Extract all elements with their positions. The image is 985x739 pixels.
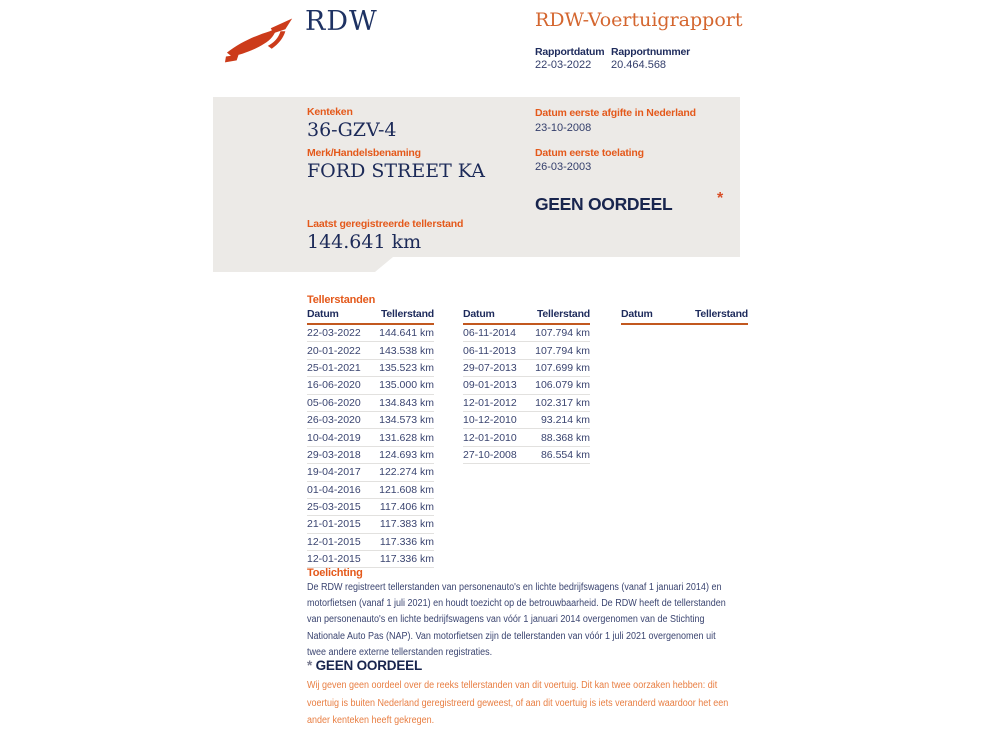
row-tellerstand: 107.794 km (535, 344, 590, 357)
table-row (307, 429, 434, 446)
row-datum: 26-03-2020 (307, 414, 361, 427)
kenteken-label: Kenteken (307, 106, 353, 118)
eerste-afgifte-value: 23-10-2008 (535, 122, 592, 134)
table-row (463, 429, 590, 446)
table-row (307, 377, 434, 394)
rdw-logo-icon (224, 12, 298, 66)
report-date-value: 22-03-2022 (535, 59, 592, 71)
table-header-row (463, 308, 590, 325)
row-datum: 12-01-2015 (307, 553, 361, 566)
table-row (463, 412, 590, 429)
row-tellerstand: 117.336 km (379, 535, 434, 548)
column-header-datum: Datum (621, 308, 653, 320)
eerste-toelating-value: 26-03-2003 (535, 161, 592, 173)
row-datum: 10-12-2010 (463, 414, 517, 427)
laatste-tellerstand-label: Laatst geregistreerde tellerstand (307, 218, 464, 230)
column-header-tellerstand: Tellerstand (380, 308, 434, 320)
row-tellerstand: 121.608 km (379, 483, 434, 496)
laatste-tellerstand-value: 144.641 km (307, 231, 422, 253)
eerste-afgifte-label: Datum eerste afgifte in Nederland (535, 107, 696, 119)
row-tellerstand: 117.336 km (379, 553, 434, 566)
table-row (463, 325, 590, 342)
brand-wordmark: RDW (305, 6, 378, 37)
tellerstanden-column-3 (621, 308, 748, 325)
table-row (307, 342, 434, 359)
table-row (307, 551, 434, 568)
row-datum: 12-01-2015 (307, 535, 361, 548)
report-number-label: Rapportnummer (611, 46, 691, 58)
table-header-row (307, 308, 434, 325)
column-header-datum: Datum (307, 308, 339, 320)
row-datum: 25-01-2021 (307, 361, 361, 374)
table-row (463, 447, 590, 464)
row-tellerstand: 131.628 km (379, 431, 434, 444)
footnote-asterisk-icon: * (307, 658, 313, 673)
report-date-label: Rapportdatum (535, 46, 605, 58)
row-tellerstand: 86.554 km (540, 448, 590, 461)
row-datum: 25-03-2015 (307, 501, 361, 514)
merk-value: FORD STREET KA (307, 160, 485, 182)
row-tellerstand: 124.693 km (379, 448, 434, 461)
row-tellerstand: 134.573 km (379, 414, 434, 427)
row-datum: 10-04-2019 (307, 431, 361, 444)
row-datum: 05-06-2020 (307, 396, 361, 409)
document-title: RDW-Voertuigrapport (535, 9, 743, 31)
row-datum: 12-01-2010 (463, 431, 517, 444)
row-datum: 06-11-2013 (463, 344, 516, 357)
kenteken-value: 36-GZV-4 (307, 119, 397, 141)
table-row (307, 499, 434, 516)
row-datum: 21-01-2015 (307, 518, 361, 531)
column-header-datum: Datum (463, 308, 495, 320)
table-row (307, 482, 434, 499)
row-datum: 29-03-2018 (307, 448, 361, 461)
asterisk-icon: * (717, 190, 724, 207)
row-datum: 27-10-2008 (463, 448, 517, 461)
table-row (307, 447, 434, 464)
row-datum: 20-01-2022 (307, 344, 361, 357)
row-tellerstand: 143.538 km (379, 344, 434, 357)
toelichting-body: De RDW registreert tellerstanden van personenauto's en lichte bedrijfswagens (vanaf 1 januari 2014) en motorfietsen (vanaf 1 juli 2021) en houdt toezicht op de betrouwbaarheid. De RDW heeft de tellerstanden van personenauto's en lichte bedrijfswagens van vóór 1 januari 2014 overgenomen van de Stichting Nationale Auto Pas (NAP). Van motorfietsen zijn de tellerstanden van vóór 1 juli 2021 overgenomen uit twee andere externe tellerstanden registraties. (307, 582, 726, 658)
row-tellerstand: 122.274 km (379, 466, 434, 479)
footnote-body: Wij geven geen oordeel over de reeks tellerstanden van dit voertuig. Dit kan twee oorzaken hebben: dit voertuig is buiten Nederland geregistreerd geweest, of aan dit voertuig is iets veranderd waardoor het een ander kenteken heeft gekregen. (307, 680, 729, 727)
table-row (463, 342, 590, 359)
row-tellerstand: 106.079 km (535, 379, 590, 392)
table-row (307, 516, 434, 533)
table-row (463, 395, 590, 412)
table-row (463, 377, 590, 394)
row-datum: 22-03-2022 (307, 327, 361, 340)
column-header-tellerstand: Tellerstand (694, 308, 748, 320)
table-row (307, 325, 434, 342)
row-tellerstand: 117.383 km (379, 518, 434, 531)
row-tellerstand: 117.406 km (379, 501, 434, 514)
table-row (307, 464, 434, 481)
toelichting-title: Toelichting (307, 567, 363, 579)
tellerstanden-section-title: Tellerstanden (307, 294, 376, 306)
report-number-value: 20.464.568 (611, 59, 667, 71)
row-datum: 06-11-2014 (463, 327, 516, 340)
row-tellerstand: 144.641 km (379, 327, 434, 340)
table-row (463, 360, 590, 377)
row-tellerstand: 135.000 km (379, 379, 434, 392)
merk-label: Merk/Handelsbenaming (307, 147, 421, 159)
footnote-title: GEEN OORDEEL (315, 658, 422, 673)
row-tellerstand: 93.214 km (540, 414, 590, 427)
row-datum: 01-04-2016 (307, 483, 361, 496)
table-row (307, 360, 434, 377)
row-datum: 12-01-2012 (463, 396, 517, 409)
table-header-row (621, 308, 748, 325)
column-header-tellerstand: Tellerstand (536, 308, 590, 320)
table-row (307, 395, 434, 412)
row-tellerstand: 102.317 km (535, 396, 590, 409)
row-tellerstand: 88.368 km (540, 431, 590, 444)
row-datum: 09-01-2013 (463, 379, 517, 392)
row-datum: 16-06-2020 (307, 379, 361, 392)
summary-panel-tail (213, 257, 393, 272)
tellerstanden-column-1 (307, 308, 434, 568)
row-datum: 29-07-2013 (463, 361, 517, 374)
table-row (307, 412, 434, 429)
oordeel-status: GEEN OORDEEL (535, 194, 673, 214)
eerste-toelating-label: Datum eerste toelating (535, 147, 644, 159)
row-tellerstand: 135.523 km (379, 361, 434, 374)
row-tellerstand: 134.843 km (379, 396, 434, 409)
row-tellerstand: 107.699 km (535, 361, 590, 374)
table-row (307, 534, 434, 551)
row-tellerstand: 107.794 km (535, 327, 590, 340)
tellerstanden-column-2 (463, 308, 590, 464)
row-datum: 19-04-2017 (307, 466, 361, 479)
footnote-heading (307, 658, 422, 673)
